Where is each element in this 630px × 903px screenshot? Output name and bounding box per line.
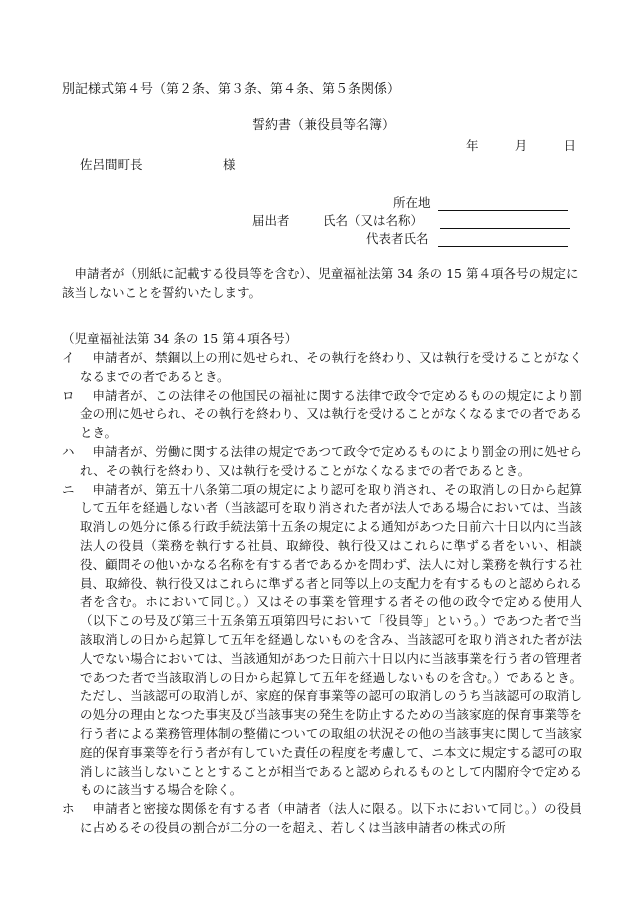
representative-label: 代表者氏名 (366, 231, 429, 246)
name-label: 氏名（又は名称） (323, 213, 424, 228)
clause-item (62, 443, 582, 481)
year-label: 年 (466, 138, 479, 153)
representative-blank (438, 231, 568, 247)
address-label: 所在地 (393, 195, 431, 210)
section-heading: （児童福祉法第 34 条の 15 第４項各号） (62, 331, 298, 346)
clause-text: 申請者が、第五十八条第二項の規定により認可を取り消され、その取消しの日から起算して五年を経過しない者（当該認可を取り消された者が法人である場合においては、当該取消しの処分に係る行政手続法第十五条の規定による通知があつた日前六十日以内に当該法人の役員（業務を執行する社員、取締役、執行役又はこれらに準ずる者をいい、相談役、顧問その他いかなる名称を有する者であるかを問わず、法人に対し業務を執行する社員、取締役、執行役又はこれらに準ずる者と同等以上の支配力を有するものと認められる者を含む。ホにおいて同じ。）又はその事業を管理する者その他の政令で定める使用人（以下この号及び第三十五条第五項第四号において「役員等」という。）であつた者で当該取消しの日から起算して五年を経過しないものを含み、当該認可を取り消された者が法人でない場合においては、当該通知があつた日前六十日以内に当該事業を行う者の管理者であつた者で当該取消しの日から起算して五年を経過しないものを含む。）であるとき。ただし、当該認可の取消しが、家庭的保育事業等の認可の取消しのうち当該認可の取消しの処分の理由となつた事実及び当該事実の発生を防止するための当該家庭的保育事業等を行う者による業務管理体制の整備についての取組の状況その他の当該事実に関して当該家庭的保育事業等を行う者が有していた責任の程度を考慮して、ニ本文に規定する認可の取消しに該当しないこととすることが相当であると認められるものとして内閣府令で定めるものに該当する場合を除く。 (80, 481, 582, 798)
date-line (466, 136, 576, 155)
addressee-name: 佐呂間町長 (80, 157, 143, 172)
clause-item (62, 349, 582, 387)
clause-mark: ホ (62, 801, 75, 817)
clause-text: 申請者が、この法律その他国民の福祉に関する法律で政令で定めるものの規定により罰金の刑に処せられ、その執行を終わり、又は執行を受けることがなくなるまでの者であるとき。 (80, 387, 582, 441)
clause-text: 申請者と密接な関係を有する者（申請者（法人に限る。以下ホにおいて同じ。）の役員に占めるその役員の割合が二分の一を超え、若しくは当該申請者の株式の所 (80, 801, 582, 835)
document-title: 誓約書（兼役員等名簿） (252, 118, 396, 133)
clause-mark: ロ (62, 387, 75, 403)
clause-item (62, 481, 582, 801)
clause-text: 申請者が、禁錮以上の刑に処せられ、その執行を終わり、又は執行を受けることがなくなるまでの者であるとき。 (80, 350, 582, 384)
month-label: 月 (514, 138, 528, 153)
clause-mark: ハ (62, 443, 75, 459)
clause-list (62, 349, 582, 838)
clause-mark: ニ (62, 481, 75, 497)
address-blank (438, 195, 568, 211)
clause-item (62, 387, 582, 443)
clause-text: 申請者が、労働に関する法律の規定であつて政令で定めるものにより罰金の刑に処せられ、その執行を終わり、又は執行を受けることがなくなるまでの者であるとき。 (80, 443, 582, 478)
clause-item (62, 800, 582, 838)
clause-mark: イ (62, 350, 75, 365)
day-label: 日 (563, 138, 576, 153)
pledge-statement: 申請者が（別紙に記載する役員等を含む）、児童福祉法第 34 条の 15 第４項各号の規定に該当しないことを誓約いたします。 (62, 266, 579, 300)
form-number: 別記様式第４号（第２条、第３条、第４条、第５条関係） (62, 82, 401, 97)
applicant-label: 届出者 (252, 213, 290, 228)
addressee-suffix: 様 (223, 157, 236, 172)
name-blank (440, 213, 570, 229)
